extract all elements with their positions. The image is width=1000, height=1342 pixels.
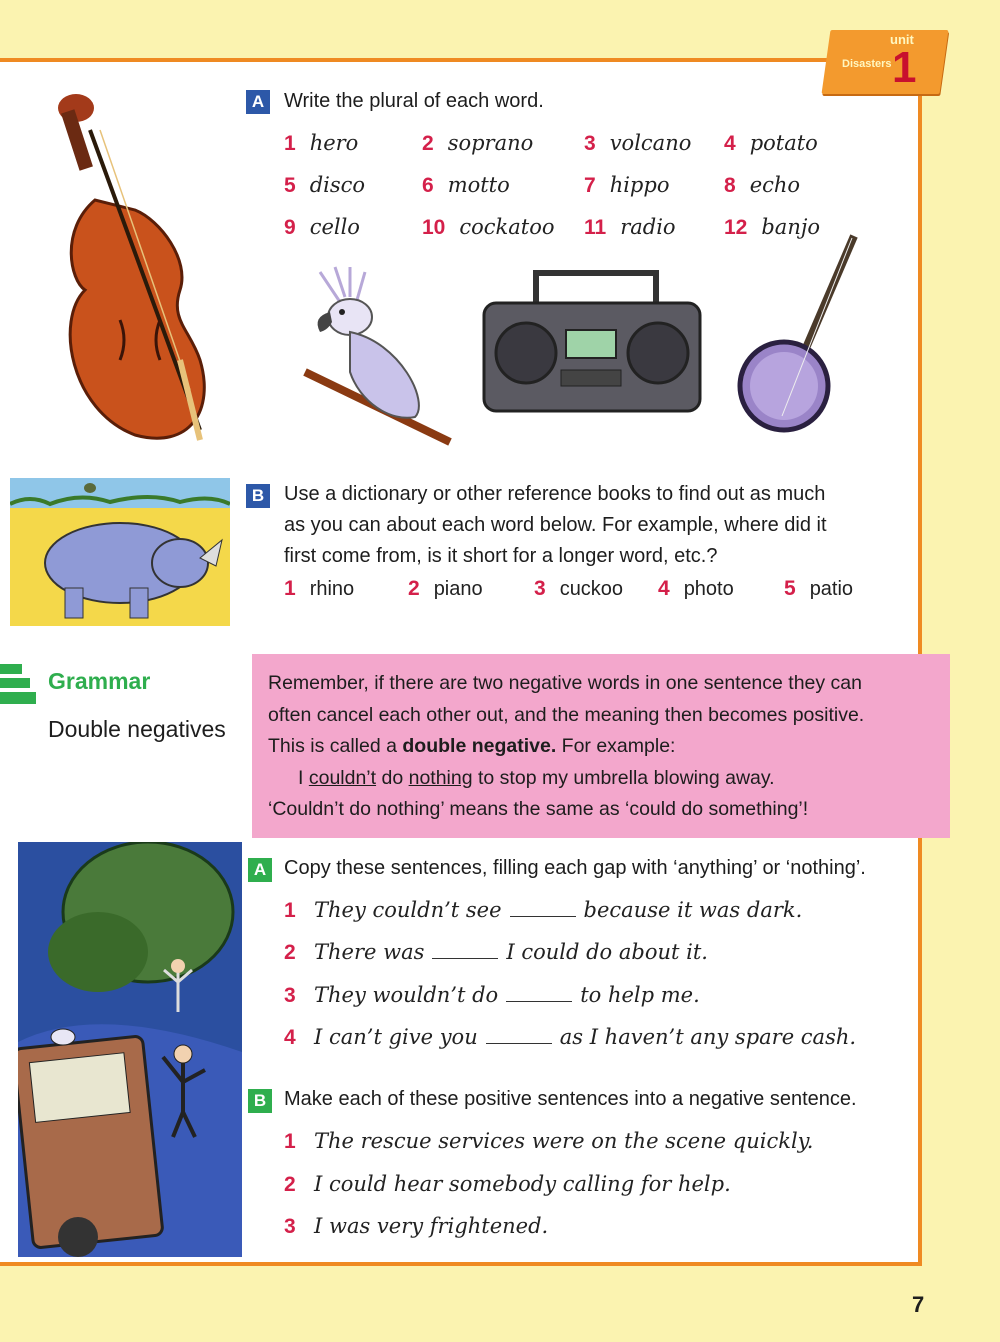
item-word: patio — [809, 578, 854, 600]
sentence-text: The rescue services were on the scene quickly. — [314, 1129, 814, 1153]
gap-sentence — [284, 894, 802, 926]
plural-word-item — [422, 128, 533, 158]
plural-word-item — [284, 212, 360, 242]
sentence-start: They couldn’t see — [314, 898, 502, 922]
answer-gap — [506, 984, 572, 1002]
item-number: 1 — [284, 577, 296, 600]
item-word: hero — [309, 131, 359, 155]
item-number: 7 — [584, 174, 596, 197]
sentence-end: because it was dark. — [583, 898, 803, 922]
sentence-text: I was very frightened. — [314, 1214, 549, 1238]
exercise-2b-badge: B — [248, 1089, 272, 1113]
rule-line-5: ‘Couldn’t do nothing’ means the same as ‘could do something’! — [268, 798, 809, 820]
item-number: 12 — [724, 216, 748, 239]
item-word: echo — [749, 173, 801, 197]
plural-word-item — [584, 212, 676, 242]
rhino-illustration — [10, 478, 230, 626]
unit-theme: Disasters — [842, 58, 892, 70]
item-word: volcano — [609, 131, 692, 155]
radio-illustration — [476, 265, 708, 415]
gap-sentence — [284, 936, 708, 968]
page-number: 7 — [912, 1292, 925, 1317]
item-number: 10 — [422, 216, 446, 239]
rule-example: I couldn’t do nothing to stop my umbrella blowing away. — [298, 766, 775, 789]
plural-word-item — [584, 170, 669, 200]
item-number: 4 — [658, 577, 670, 600]
plural-word-item — [584, 128, 691, 158]
item-number: 3 — [284, 1215, 296, 1238]
item-word: piano — [433, 578, 483, 600]
rule-line-3: This is called a double negative. For example: — [268, 735, 676, 757]
positive-sentence — [284, 1168, 731, 1200]
item-number: 6 — [422, 174, 434, 197]
plural-word-item — [284, 170, 365, 200]
dictionary-word-item — [658, 574, 734, 604]
item-number: 8 — [724, 174, 736, 197]
banjo-illustration — [724, 226, 866, 438]
item-number: 5 — [284, 174, 296, 197]
item-word: radio — [620, 215, 676, 239]
item-word: motto — [447, 173, 510, 197]
item-word: disco — [309, 173, 366, 197]
item-word: banjo — [761, 215, 821, 239]
item-word: hippo — [609, 173, 670, 197]
gap-sentence — [284, 1021, 856, 1053]
item-number: 1 — [284, 132, 296, 155]
item-number: 2 — [284, 1173, 296, 1196]
double-negative-rule-box — [252, 654, 950, 838]
exercise-b-line-2: as you can about each word below. For example, where did it — [284, 514, 827, 536]
item-number: 4 — [284, 1026, 296, 1049]
item-word: rhino — [309, 578, 355, 600]
rescue-scene-illustration — [18, 842, 242, 1257]
dictionary-word-item — [784, 574, 853, 604]
exercise-2a-instruction: Copy these sentences, filling each gap with ‘anything’ or ‘nothing’. — [284, 857, 866, 879]
sentence-start: There was — [314, 940, 425, 964]
exercise-2b-instruction: Make each of these positive sentences into a negative sentence. — [284, 1088, 857, 1110]
rule-line-1: Remember, if there are two negative words in one sentence they can — [268, 672, 862, 694]
exercise-a-instruction: Write the plural of each word. — [284, 90, 544, 112]
answer-gap — [510, 899, 576, 917]
item-number: 1 — [284, 1130, 296, 1153]
sentence-end: to help me. — [580, 983, 700, 1007]
plural-word-item — [422, 170, 510, 200]
item-number: 2 — [422, 132, 434, 155]
item-number: 3 — [584, 132, 596, 155]
item-word: cuckoo — [559, 578, 624, 600]
item-number: 4 — [724, 132, 736, 155]
rule-line-2: often cancel each other out, and the meaning then becomes positive. — [268, 703, 865, 726]
dictionary-word-item — [408, 574, 483, 604]
item-word: potato — [749, 131, 818, 155]
item-number: 1 — [284, 899, 296, 922]
item-word: cockatoo — [459, 215, 555, 239]
grammar-title: Grammar — [48, 668, 151, 694]
answer-gap — [432, 941, 498, 959]
answer-gap — [486, 1026, 552, 1044]
positive-sentence — [284, 1125, 813, 1157]
item-number: 2 — [284, 941, 296, 964]
item-number: 2 — [408, 577, 420, 600]
unit-number: 1 — [892, 43, 917, 92]
item-number: 3 — [284, 984, 296, 1007]
sentence-start: I can’t give you — [314, 1025, 478, 1049]
item-number: 3 — [534, 577, 546, 600]
sentence-text: I could hear somebody calling for help. — [314, 1172, 731, 1196]
item-number: 5 — [784, 577, 796, 600]
cello-illustration — [40, 90, 230, 460]
double-negative-term: double negative. — [402, 735, 557, 757]
exercise-b-line-1: Use a dictionary or other reference books to find out as much — [284, 483, 826, 505]
item-word: soprano — [447, 131, 534, 155]
plural-word-item — [422, 212, 555, 242]
item-number: 11 — [584, 216, 607, 239]
sentence-start: They wouldn’t do — [314, 983, 499, 1007]
gap-sentence — [284, 979, 700, 1011]
dictionary-word-item — [534, 574, 623, 604]
exercise-b-instruction — [284, 479, 827, 572]
exercise-b-line-3: first come from, is it short for a longer word, etc.? — [284, 545, 718, 567]
exercise-b-badge: B — [246, 484, 270, 508]
exercise-a-badge: A — [246, 90, 270, 114]
item-word: photo — [683, 578, 734, 600]
plural-word-item — [284, 128, 358, 158]
sentence-end: as I haven’t any spare cash. — [559, 1025, 857, 1049]
sentence-end: I could do about it. — [506, 940, 708, 964]
plural-word-item — [724, 170, 800, 200]
plural-word-item — [724, 128, 818, 158]
cockatoo-illustration — [280, 262, 460, 452]
item-number: 9 — [284, 216, 296, 239]
dictionary-word-item — [284, 574, 354, 604]
grammar-subtitle: Double negatives — [48, 716, 226, 742]
grammar-icon — [0, 660, 36, 710]
unit-label: unit — [890, 32, 914, 47]
positive-sentence — [284, 1210, 548, 1242]
exercise-2a-badge: A — [248, 858, 272, 882]
item-word: cello — [309, 215, 360, 239]
